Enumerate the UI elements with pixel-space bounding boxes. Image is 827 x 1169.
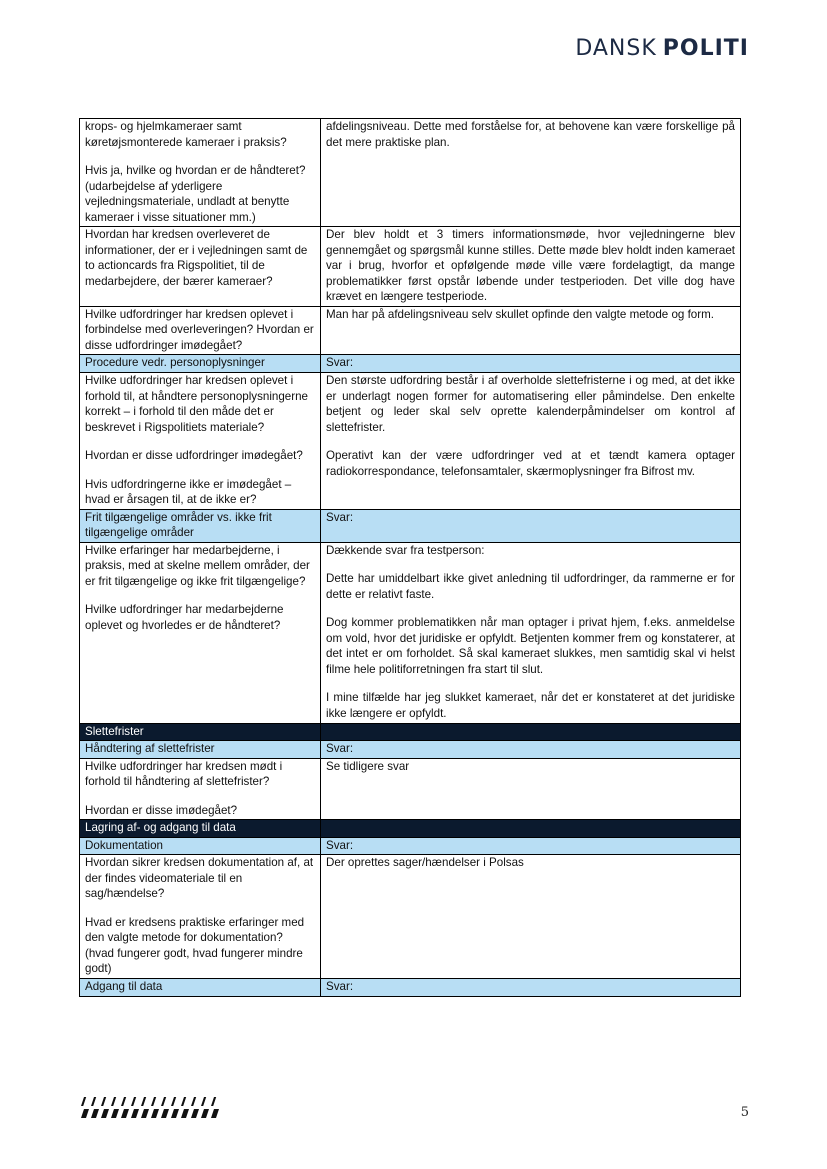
question-text: Adgang til data xyxy=(85,979,163,993)
question-text: Procedure vedr. personoplysninger xyxy=(85,356,265,370)
table-row xyxy=(80,372,741,509)
answer-text: Svar: xyxy=(326,979,354,993)
stripe-mark xyxy=(81,1109,89,1118)
question-text: Hvis udfordringerne ikke er imødegået – hvad er årsagen til, at de ikke er? xyxy=(85,477,292,507)
table-row xyxy=(80,119,741,227)
question-text: Håndtering af slettefrister xyxy=(85,742,215,756)
table-row xyxy=(80,855,741,979)
page-number: 5 xyxy=(740,1105,749,1120)
answer-cell xyxy=(321,542,741,723)
stripe-mark xyxy=(161,1109,169,1118)
answer-text: Svar: xyxy=(326,838,354,852)
question-cell xyxy=(80,978,321,996)
stripe-mark xyxy=(91,1097,96,1106)
stripe-mark xyxy=(121,1109,129,1118)
stripe-mark xyxy=(91,1109,99,1118)
answer-text: Svar: xyxy=(326,510,354,524)
stripe-mark xyxy=(141,1097,146,1106)
questionnaire-table xyxy=(79,118,741,997)
question-text: Frit tilgængelige områder vs. ikke frit tilgængelige områder xyxy=(85,510,272,540)
question-text: Hvordan er disse imødegået? xyxy=(85,803,238,817)
question-text: Hvilke erfaringer har medarbejderne, i praksis, med at skelne mellem områder, der er frit tilgængelige og ikke frit tilgængelige? xyxy=(85,543,310,588)
question-cell xyxy=(80,820,321,838)
answer-cell xyxy=(321,855,741,979)
answer-text: Se tidligere svar xyxy=(326,759,410,773)
stripe-mark xyxy=(81,1097,86,1106)
answer-cell xyxy=(321,723,741,741)
stripe-mark xyxy=(191,1097,196,1106)
question-cell xyxy=(80,741,321,759)
answer-cell xyxy=(321,372,741,509)
answer-cell xyxy=(321,509,741,542)
answer-text: Der blev holdt et 3 timers informationsmøde, hvor vejledningerne blev gennemgået og spørgsmål kunne stilles. Dette møde blev holdt inden kameraet var i brug, hvorfor et opfølgende møde ville være fordelagtigt, da mange problematikker først opstår løbende under testperioden. Det ville dog have krævet en længere testperiode. xyxy=(326,228,735,304)
stripe-mark xyxy=(191,1109,199,1118)
question-text: krops- og hjelmkameraer samt køretøjsmonterede kameraer i praksis? xyxy=(85,120,287,149)
stripe-mark xyxy=(101,1097,106,1106)
question-text: Hvordan er disse udfordringer imødegået? xyxy=(85,449,303,463)
stripe-mark xyxy=(111,1109,119,1118)
answer-cell xyxy=(321,837,741,855)
section-subheader-row xyxy=(80,741,741,759)
stripe-mark xyxy=(171,1109,179,1118)
stripe-mark xyxy=(151,1109,159,1118)
question-text: Hvilke udfordringer har medarbejderne oplevet og hvorledes er de håndteret? xyxy=(85,603,284,632)
question-cell xyxy=(80,227,321,307)
footer-stripes-logo xyxy=(80,1097,220,1121)
stripe-mark xyxy=(211,1109,219,1118)
answer-cell xyxy=(321,820,741,838)
answer-cell xyxy=(321,355,741,373)
question-text: Hvilke udfordringer har kredsen oplevet i forbindelse med overleveringen? Hvordan er disse udfordringer imødegået? xyxy=(85,307,314,352)
section-header-row xyxy=(80,820,741,838)
stripe-mark xyxy=(181,1109,189,1118)
question-cell xyxy=(80,758,321,820)
stripe-mark xyxy=(151,1097,156,1106)
stripe-mark xyxy=(211,1097,216,1106)
answer-cell xyxy=(321,119,741,227)
stripe-mark xyxy=(141,1109,149,1118)
stripe-mark xyxy=(201,1109,209,1118)
stripe-mark xyxy=(201,1097,206,1106)
question-text: Lagring af- og adgang til data xyxy=(85,821,236,835)
table-row xyxy=(80,542,741,723)
question-text: Hvordan har kredsen overleveret de informationer, der er i vejledningen samt de to actioncards fra Rigspolitiet, til de medarbejdere, der bærer kameraer? xyxy=(85,228,308,288)
answer-text: Den største udfordring består i af overholde slettefristerne i og med, at det ikke er underlagt nogen former for automatisering eller påmindelse. Den enkelte betjent og leder skal selv oprette kalenderpåmindelser om kontrol af slettefrister. xyxy=(326,373,735,434)
question-cell xyxy=(80,372,321,509)
question-text: Dokumentation xyxy=(85,838,163,852)
answer-text: I mine tilfælde har jeg slukket kameraet, når det er konstateret at det juridiske ikke længere er opfyldt. xyxy=(326,691,735,720)
stripe-mark xyxy=(121,1097,126,1106)
stripe-mark xyxy=(171,1097,176,1106)
stripe-mark xyxy=(161,1097,166,1106)
logo-word-2: POLITI xyxy=(662,36,749,61)
question-cell xyxy=(80,119,321,227)
table-row xyxy=(80,306,741,355)
answer-text: Dette har umiddelbart ikke givet anledning til udfordringer, da rammerne er for dette er relativt faste. xyxy=(326,572,735,601)
question-cell xyxy=(80,723,321,741)
question-text: Slettefrister xyxy=(85,724,144,738)
stripe-mark xyxy=(131,1109,139,1118)
question-cell xyxy=(80,306,321,355)
answer-text: Svar: xyxy=(326,742,354,756)
section-subheader-row xyxy=(80,978,741,996)
table-row xyxy=(80,758,741,820)
section-subheader-row xyxy=(80,509,741,542)
question-text: Hvis ja, hvilke og hvordan er de håndteret? (udarbejdelse af yderligere vejledningsmateriale, undladt at benytte kameraer i visse situationer mm.) xyxy=(85,164,306,224)
question-cell xyxy=(80,855,321,979)
question-cell xyxy=(80,355,321,373)
question-cell xyxy=(80,542,321,723)
question-text: Hvordan sikrer kredsen dokumentation af, at der findes videomateriale til en sag/hændelse? xyxy=(85,856,314,901)
answer-text: Man har på afdelingsniveau selv skullet opfinde den valgte metode og form. xyxy=(326,307,714,321)
logo-word-1: DANSK xyxy=(575,36,657,61)
question-cell xyxy=(80,509,321,542)
stripe-mark xyxy=(111,1097,116,1106)
table-row xyxy=(80,227,741,307)
stripe-mark xyxy=(131,1097,136,1106)
question-text: Hvilke udfordringer har kredsen mødt i forhold til håndtering af slettefrister? xyxy=(85,759,283,789)
answer-cell xyxy=(321,758,741,820)
section-subheader-row xyxy=(80,355,741,373)
answer-cell xyxy=(321,978,741,996)
answer-cell xyxy=(321,306,741,355)
answer-text: Der oprettes sager/hændelser i Polsas xyxy=(326,856,524,870)
answer-cell xyxy=(321,741,741,759)
stripe-mark xyxy=(101,1109,109,1118)
dansk-politi-logo xyxy=(575,36,749,61)
answer-text: Svar: xyxy=(326,356,354,370)
section-subheader-row xyxy=(80,837,741,855)
question-text: Hvad er kredsens praktiske erfaringer med den valgte metode for dokumentation? (hvad fungerer godt, hvad fungerer mindre godt) xyxy=(85,915,305,976)
answer-text: afdelingsniveau. Dette med forståelse for, at behovene kan være forskellige på det mere praktiske plan. xyxy=(326,120,735,149)
answer-text: Operativt kan der være udfordringer ved at et tændt kamera optager radiokorrespondance, telefonsamtaler, skærmoplysninger fra Bifrost mv. xyxy=(326,449,735,478)
answer-cell xyxy=(321,227,741,307)
section-header-row xyxy=(80,723,741,741)
stripe-mark xyxy=(181,1097,186,1106)
answer-text: Dog kommer problematikken når man optager i privat hjem, f.eks. anmeldelse om vold, hvor det juridiske er opfyldt. Betjenten kommer frem og konstaterer, at det intet er om forholdet. Så skal kameraet slukkes, men samtidig skal vi helst filme hele politiforretningen fra start til slut. xyxy=(326,616,735,676)
question-cell xyxy=(80,837,321,855)
answer-text: Dækkende svar fra testperson: xyxy=(326,543,485,557)
question-text: Hvilke udfordringer har kredsen oplevet i forhold til, at håndtere personoplysningerne korrekt – i forhold til den måde det er beskrevet i Rigspolitiets materiale? xyxy=(85,373,309,434)
